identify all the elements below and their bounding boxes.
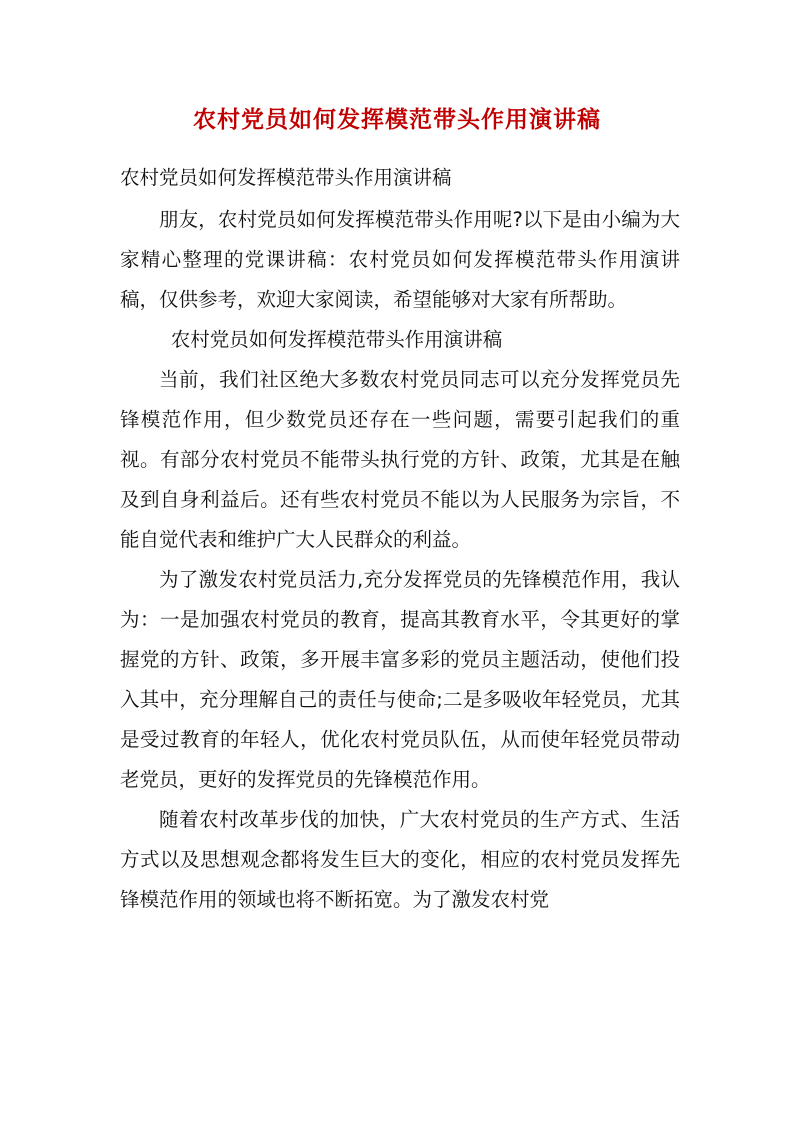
document-subtitle: 农村党员如何发挥模范带头作用演讲稿: [120, 166, 452, 189]
body-paragraph-2: 为了激发农村党员活力,充分发挥党员的先锋模范作用，我认为：一是加强农村党员的教育，提高其教育水平，令其更好的掌握党的方针、政策，多开展丰富多彩的党员主题活动，使他们投入其中，充分理解自己的责任与使命;二是多吸收年轻党员，尤其是受过教育的年轻人，优化农村党员队伍，从而使年轻党员带动老党员，更好的发挥党员的先锋模范作用。: [120, 568, 680, 791]
document-title: 农村党员如何发挥模范带头作用演讲稿: [193, 106, 601, 133]
intro-paragraph: 朋友，农村党员如何发挥模范带头作用呢?以下是由小编为大家精心整理的党课讲稿：农村党员如何发挥模范带头作用演讲稿，仅供参考，欢迎大家阅读，希望能够对大家有所帮助。: [120, 208, 680, 311]
body-paragraph-1: 当前，我们社区绝大多数农村党员同志可以充分发挥党员先锋模范作用，但少数党员还存在一些问题，需要引起我们的重视。有部分农村党员不能带头执行党的方针、政策，尤其是在触及到自身利益后。还有些农村党员不能以为人民服务为宗旨，不能自觉代表和维护广大人民群众的利益。: [120, 368, 680, 551]
section-heading: 农村党员如何发挥模范带头作用演讲稿: [170, 328, 503, 351]
body-paragraph-3: 随着农村改革步伐的加快，广大农村党员的生产方式、生活方式以及思想观念都将发生巨大的变化，相应的农村党员发挥先锋模范作用的领域也将不断拓宽。为了激发农村党: [120, 808, 680, 911]
document-body: [120, 200, 680, 920]
